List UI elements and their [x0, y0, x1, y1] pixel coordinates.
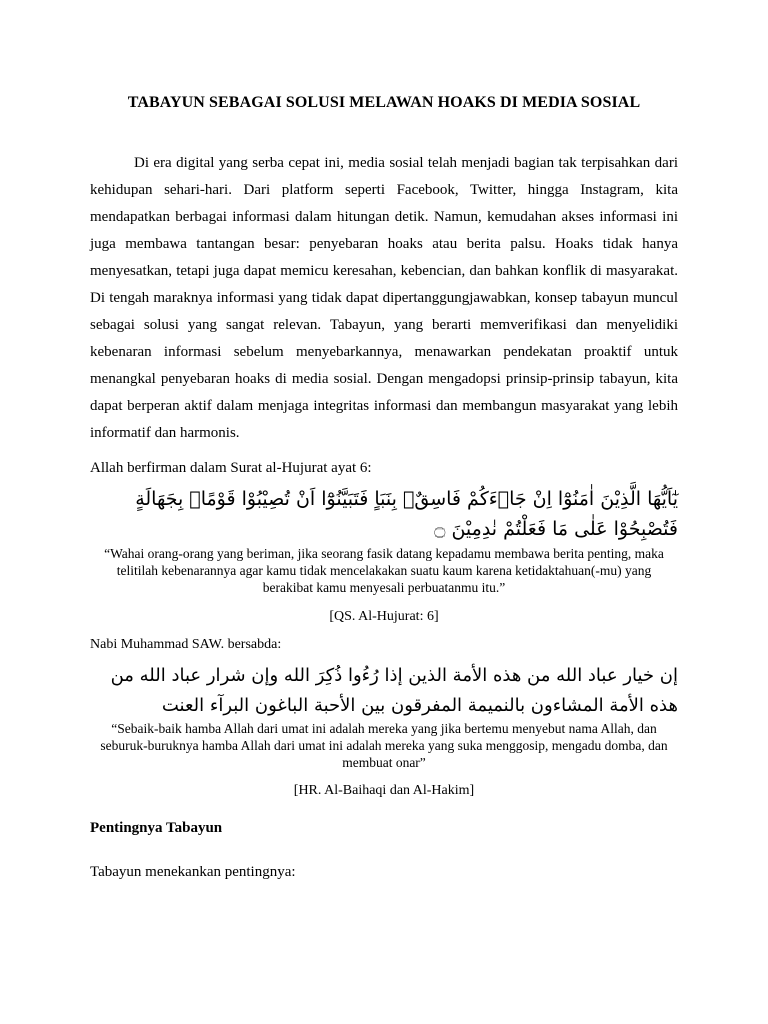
- quran-intro: Allah berfirman dalam Surat al-Hujurat ayat 6:: [90, 460, 372, 476]
- hadith-intro: Nabi Muhammad SAW. bersabda:: [90, 637, 282, 652]
- section-heading: Pentingnya Tabayun: [90, 820, 223, 836]
- section-lead: Tabayun menekankan pentingnya:: [90, 864, 296, 880]
- intro-paragraph: [90, 150, 678, 447]
- hadith-reference: [HR. Al-Baihaqi dan Al-Hakim]: [293, 783, 475, 798]
- document-title: TABAYUN SEBAGAI SOLUSI MELAWAN HOAKS DI MEDIA SOSIAL: [127, 94, 641, 111]
- quran-reference: [QS. Al-Hujurat: 6]: [329, 609, 439, 624]
- quran-translation: “Wahai orang-orang yang beriman, jika seorang fasik datang kepadamu membawa berita penting, maka telitilah kebenarannya agar kamu tidak mencelakakan suatu kaum karena ketidaktahuan(-mu) yang berakibat kamu menyesali perbuatanmu itu.”: [104, 546, 664, 595]
- quran-arabic-verse: يٰٓاَيُّهَا الَّذِيْنَ اٰمَنُوْٓا اِنْ جَاۤءَكُمْ فَاسِقٌۢ بِنَبَاٍ فَتَبَيَّنُوْٓا اَنْ تُصِيْبُوْا قَوْمًاۢ بِجَهَالَةٍ فَتُصْبِحُوْا عَلٰى مَا فَعَلْتُمْ نٰدِمِيْنَ ۝: [135, 488, 678, 540]
- intro-paragraph-text: Di era digital yang serba cepat ini, media sosial telah menjadi bagian tak terpisahkan dari kehidupan sehari-hari. Dari platform seperti Facebook, Twitter, hingga Instagram, kita mendapatkan berbagai informasi dalam hitungan detik. Namun, kemudahan akses informasi ini juga membawa tantangan besar: penyebaran hoaks atau berita palsu. Hoaks tidak hanya menyesatkan, tetapi juga dapat memicu keresahan, kebencian, dan bahkan konflik di masyarakat. Di tengah maraknya informasi yang tidak dapat dipertanggungjawabkan, konsep tabayun muncul sebagai solusi yang sangat relevan. Tabayun, yang berarti memverifikasi dan menyelidiki kebenaran informasi sebelum menyebarkannya, menawarkan pendekatan proaktif untuk menangkal penyebaran hoaks di media sosial. Dengan mengadopsi prinsip-prinsip tabayun, kita dapat berperan aktif dalam menjaga integritas informasi dan membangun masyarakat yang lebih informatif dan harmonis.: [90, 155, 678, 441]
- hadith-arabic: إن خيار عباد الله من هذه الأمة الذين إذا رُءُوا ذُكِرَ الله وإن شرار عباد الله من هذه الأمة المشاءون بالنميمة المفرقون بين الأحبة الباغون البرآء العنت: [110, 665, 678, 716]
- hadith-translation: “Sebaik-baik hamba Allah dari umat ini adalah mereka yang jika bertemu menyebut nama Allah, dan seburuk-buruknya hamba Allah dari umat ini adalah mereka yang suka menggosip, mengadu domba, dan membuat onar”: [100, 721, 668, 770]
